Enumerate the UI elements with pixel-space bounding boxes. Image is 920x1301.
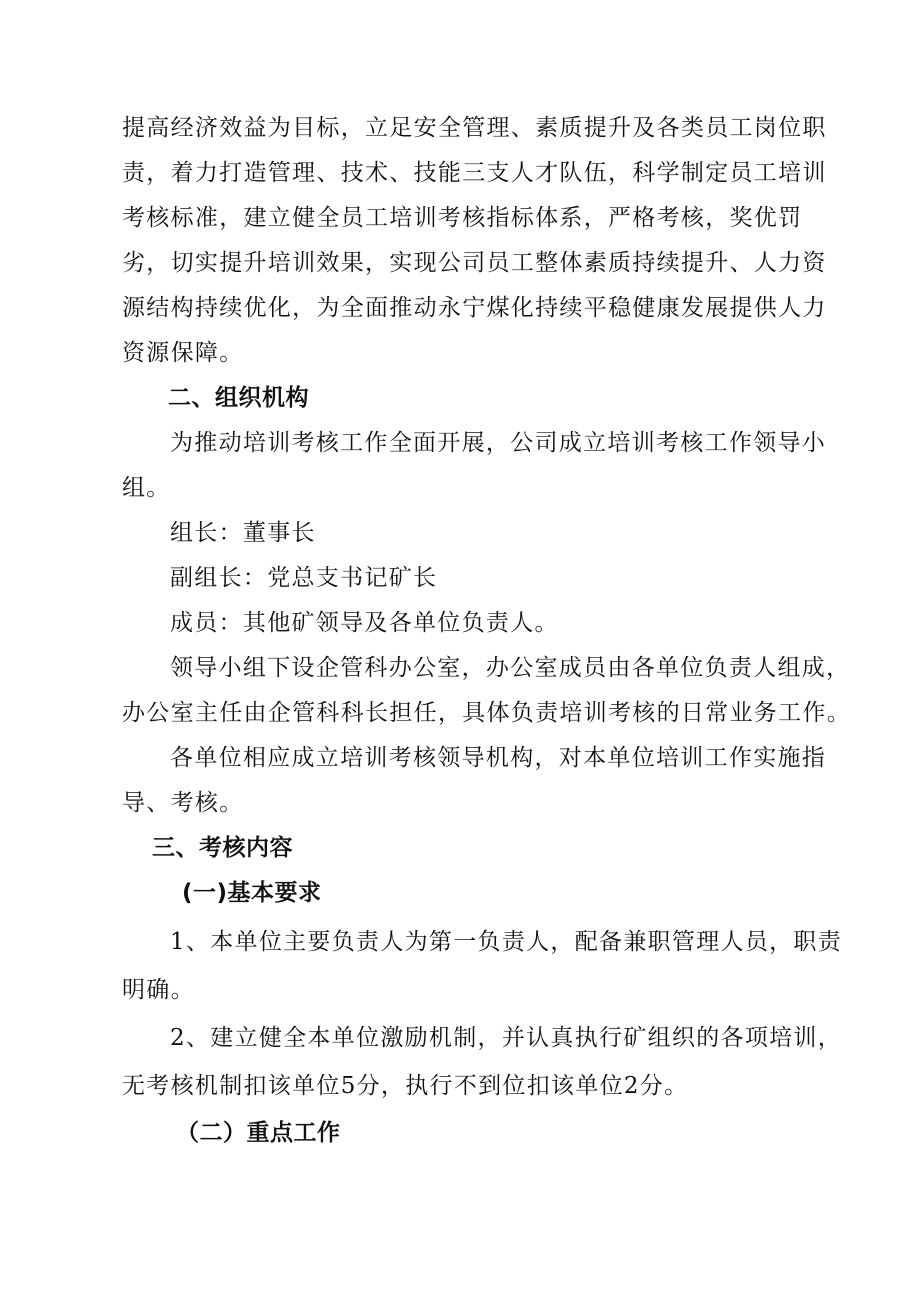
section-heading-organization: 二、组织机构 <box>168 385 309 411</box>
subsection-heading-basic-requirements: (一)基本要求 <box>182 880 322 906</box>
body-line: 成员：其他矿领导及各单位负责人。 <box>170 610 559 636</box>
body-line: 导、考核。 <box>122 790 244 816</box>
body-line: 资源保障。 <box>122 340 244 366</box>
body-line: 为推动培训考核工作全面开展，公司成立培训考核工作领导小 <box>170 430 827 456</box>
body-line: 源结构持续优化，为全面推动永宁煤化持续平稳健康发展提供人力 <box>122 295 827 321</box>
body-line: 责，着力打造管理、技术、技能三支人才队伍，科学制定员工培训 <box>122 160 827 186</box>
body-line: 组长：董事长 <box>170 520 316 546</box>
body-line: 明确。 <box>122 977 195 1003</box>
body-line: 提高经济效益为目标，立足安全管理、素质提升及各类员工岗位职 <box>122 115 827 141</box>
body-line: 考核标准，建立健全员工培训考核指标体系，严格考核，奖优罚 <box>122 205 803 231</box>
body-line: 领导小组下设企管科办公室，办公室成员由各单位负责人组成， <box>170 655 851 681</box>
body-line: 2、建立健全本单位激励机制，并认真执行矿组织的各项培训， <box>170 1025 843 1051</box>
body-line: 各单位相应成立培训考核领导机构，对本单位培训工作实施指 <box>170 745 827 771</box>
body-line: 1、本单位主要负责人为第一负责人，配备兼职管理人员，职责 <box>170 929 843 955</box>
body-line: 办公室主任由企管科科长担任，具体负责培训考核的日常业务工作。 <box>122 700 851 726</box>
section-heading-assessment: 三、考核内容 <box>152 835 293 861</box>
body-line: 副组长：党总支书记矿长 <box>170 565 438 591</box>
body-line: 劣，切实提升培训效果，实现公司员工整体素质持续提升、人力资 <box>122 250 827 276</box>
body-line: 无考核机制扣该单位5分，执行不到位扣该单位2分。 <box>122 1073 689 1099</box>
body-line: 组。 <box>122 475 171 501</box>
subsection-heading-key-work: （二）重点工作 <box>176 1120 341 1146</box>
